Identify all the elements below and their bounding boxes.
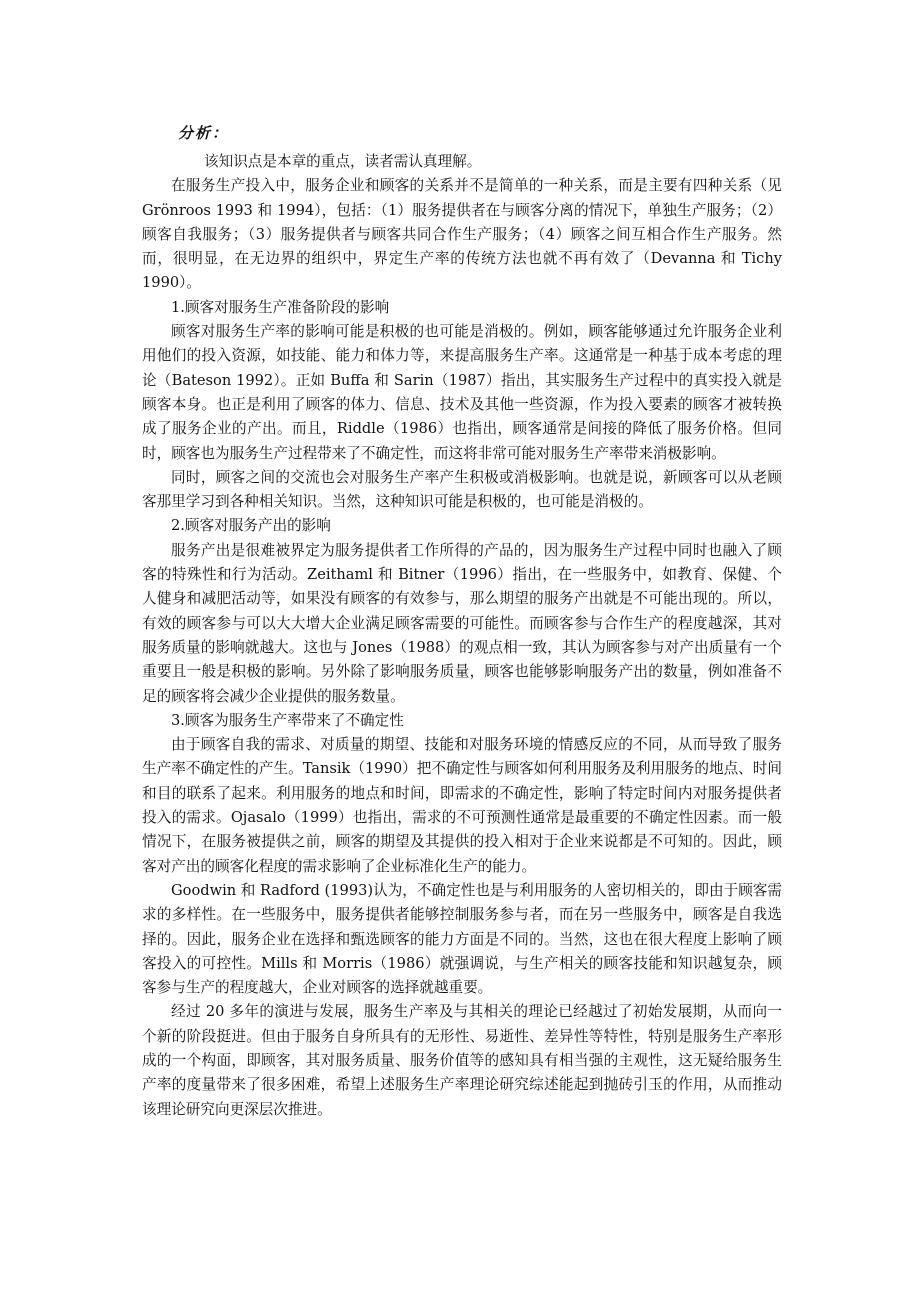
body-paragraph: 顾客对服务生产率的影响可能是积极的也可能是消极的。例如，顾客能够通过允许服务企业利用他们的投入资源，如技能、能力和体力等，来提高服务生产率。这通常是一种基于成本考虑的理论（Bateson 1992）。正如 Buffa 和 Sarin（1987）指出，其实服务生产过程中的真实投入就是顾客本身。也正是利用了顾客的体力、信息、技术及其他一些资源，作为投入要素的顾客才被转换成了服务企业的产出。而且，Riddle（1986）也指出，顾客通常是间接的降低了服务价格。但同时，顾客也为服务生产过程带来了不确定性，而这将非常可能对服务生产率带来消极影响。 xyxy=(142,323,782,462)
body-paragraph: Goodwin 和 Radford (1993)认为，不确定性也是与利用服务的人密切相关的，即由于顾客需求的多样性。在一些服务中，服务提供者能够控制服务参与者，而在另一些服务中，顾客是自我选择的。因此，服务企业在选择和甄选顾客的能力方面是不同的。当然，这也在很大程度上影响了顾客投入的可控性。Mills 和 Morris（1986）就强调说，与生产相关的顾客技能和知识越复杂，顾客参与生产的程度越大，企业对顾客的选择就越重要。 xyxy=(142,881,782,997)
document-page xyxy=(142,118,782,1122)
body-paragraph: 由于顾客自我的需求、对质量的期望、技能和对服务环境的情感反应的不同，从而导致了服务生产率不确定性的产生。Tansik（1990）把不确定性与顾客如何利用服务及利用服务的地点、时间和目的联系了起来。利用服务的地点和时间，即需求的不确定性，影响了特定时间内对服务提供者投入的需求。Ojasalo（1999）也指出，需求的不可预测性通常是最重要的不确定性因素。而一般情况下，在服务被提供之前，顾客的期望及其提供的投入相对于企业来说都是不可知的。因此，顾客对产出的顾客化程度的需求影响了企业标准化生产的能力。 xyxy=(142,736,782,875)
analysis-heading: 分析： xyxy=(178,124,230,142)
body-paragraph: 服务产出是很难被界定为服务提供者工作所得的产品的，因为服务生产过程中同时也融入了顾客的特殊性和行为活动。Zeithaml 和 Bitner（1996）指出，在一些服务中，如教育、保健、个人健身和减肥活动等，如果没有顾客的有效参与，那么期望的服务产出就是不可能出现的。所以，有效的顾客参与可以大大增大企业满足顾客需要的可能性。而顾客参与合作生产的程度越深，其对服务质量的影响就越大。这也与 Jones（1988）的观点相一致，其认为顾客参与对产出质量有一个重要且一般是积极的影响。另外除了影响服务质量，顾客也能够影响服务产出的数量，例如准备不足的顾客将会减少企业提供的服务数量。 xyxy=(142,541,782,705)
section-heading-1: 1.顾客对服务生产准备阶段的影响 xyxy=(171,298,390,316)
section-heading-2: 2.顾客对服务产出的影响 xyxy=(171,517,331,535)
section-heading-3: 3.顾客为服务生产率带来了不确定性 xyxy=(171,711,404,729)
body-paragraph: 同时，顾客之间的交流也会对服务生产率产生积极或消极影响。也就是说，新顾客可以从老顾客那里学习到各种相关知识。当然，这种知识可能是积极的，也可能是消极的。 xyxy=(142,468,782,511)
intro-paragraph: 该知识点是本章的重点，读者需认真理解。 xyxy=(204,153,482,170)
body-paragraph: 在服务生产投入中，服务企业和顾客的关系并不是简单的一种关系，而是主要有四种关系（见 Grönroos 1993 和 1994），包括：（1）服务提供者在与顾客分离的情况下，单独生产服务；（2）顾客自我服务；（3）服务提供者与顾客共同合作生产服务；（4）顾客之间互相合作生产服务。然而，很明显，在无边界的组织中，界定生产率的传统方法也就不再有效了（Devanna 和 Tichy 1990）。 xyxy=(142,177,782,292)
body-paragraph: 经过 20 多年的演进与发展，服务生产率及与其相关的理论已经越过了初始发展期，从而向一个新的阶段挺进。但由于服务自身所具有的无形性、易逝性、差异性等特性，特别是服务生产率形成的一个构面，即顾客，其对服务质量、服务价值等的感知具有相当强的主观性，这无疑给服务生产率的度量带来了很多困难，希望上述服务生产率理论研究综述能起到抛砖引玉的作用，从而推动该理论研究向更深层次推进。 xyxy=(142,1003,782,1118)
